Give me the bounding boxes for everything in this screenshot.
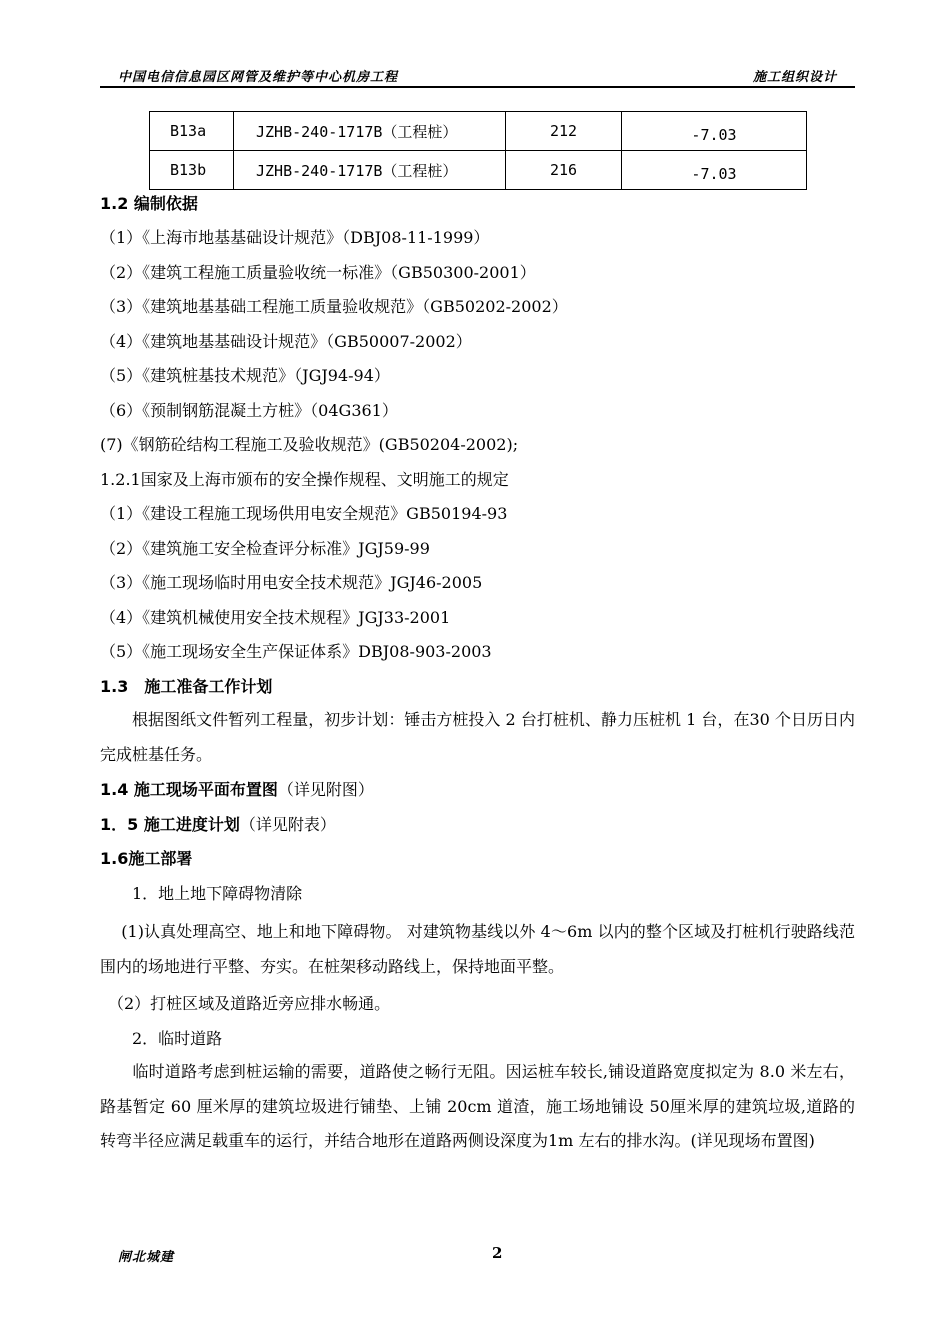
- subsection-heading: 2．临时道路: [100, 1029, 223, 1048]
- table-row: [150, 151, 807, 190]
- footer-company: 闸北城建: [118, 1250, 175, 1265]
- list-item: （2）《建筑工程施工质量验收统一标准》（GB50300-2001）: [100, 263, 536, 282]
- page-number: 2: [492, 1244, 503, 1262]
- list-item: （5）《施工现场安全生产保证体系》DBJ08-903-2003: [100, 642, 492, 661]
- list-item: （3）《建筑地基基础工程施工质量验收规范》（GB50202-2002）: [100, 297, 568, 316]
- list-item: （1）《建设工程施工现场供用电安全规范》GB50194-93: [100, 504, 508, 523]
- pile-table: [149, 111, 807, 190]
- list-item: (7)《钢筋砼结构工程施工及验收规范》(GB50204-2002);: [100, 435, 519, 454]
- section-heading-1-6: 1.6施工部署: [100, 849, 193, 868]
- table-cell: JZHB-240-1717B（工程桩）: [234, 112, 506, 151]
- section-heading-1-3: 1.3 施工准备工作计划: [100, 677, 273, 696]
- paragraph-1-3: 根据图纸文件暂列工程量，初步计划：锤击方桩投入 2 台打桩机、静力压桩机 1 台，在30 个日历日内完成桩基任务。: [100, 710, 855, 764]
- section-heading-1-4-title: 1.4 施工现场平面布置图: [100, 780, 278, 799]
- paragraph: （2）打桩区域及道路近旁应排水畅通。: [100, 994, 391, 1013]
- section-heading-1-5: [100, 815, 336, 835]
- table-cell: -7.03: [622, 112, 807, 151]
- paragraph: 临时道路考虑到桩运输的需要，道路使之畅行无阻。因运桩车较长,铺设道路宽度拟定为 8.0 米左右，路基暂定 60 厘米厚的建筑垃圾进行铺垫、上铺 20cm 道渣，施工场地铺设 50厘米厚的建筑垃圾,道路的转弯半径应满足载重车的运行，并结合地形在道路两侧设深度为1m 左右的排水沟。(详见现场布置图): [100, 1062, 855, 1150]
- list-item: （2）《建筑施工安全检查评分标准》JGJ59-99: [100, 539, 430, 558]
- list-item: （6）《预制钢筋混凝土方桩》（04G361）: [100, 401, 398, 420]
- list-item: （1）《上海市地基基础设计规范》（DBJ08-11-1999）: [100, 228, 490, 247]
- table-cell: B13a: [150, 112, 234, 151]
- list-item: （5）《建筑桩基技术规范》（JGJ94-94）: [100, 366, 390, 385]
- list-item: （3）《施工现场临时用电安全技术规范》JGJ46-2005: [100, 573, 483, 592]
- section-heading-1-2-1: 1.2.1国家及上海市颁布的安全操作规程、文明施工的规定: [100, 470, 509, 489]
- table-cell: 216: [506, 151, 622, 190]
- table-row: [150, 112, 807, 151]
- header-project-title: 中国电信信息园区网管及维护等中心机房工程: [118, 70, 399, 85]
- section-heading-1-4-note: （详见附图）: [277, 780, 374, 799]
- list-item: （4）《建筑地基基础设计规范》（GB50007-2002）: [100, 332, 472, 351]
- section-heading-1-5-title: 1．5 施工进度计划: [100, 815, 240, 834]
- paragraph: (1)认真处理高空、地上和地下障碍物。 对建筑物基线以外 4～6m 以内的整个区域及打桩机行驶路线范围内的场地进行平整、夯实。在桩架移动路线上，保持地面平整。: [100, 922, 855, 976]
- section-heading-1-4: [100, 780, 374, 800]
- table-cell: 212: [506, 112, 622, 151]
- table-cell: -7.03: [622, 151, 807, 190]
- header-doc-type: 施工组织设计: [752, 70, 837, 85]
- subsection-heading: 1．地上地下障碍物清除: [100, 884, 303, 903]
- section-heading-1-2: 1.2 编制依据: [100, 194, 198, 213]
- list-item: （4）《建筑机械使用安全技术规程》JGJ33-2001: [100, 608, 451, 627]
- page-header: [100, 62, 855, 88]
- section-heading-1-5-note: （详见附表）: [239, 815, 336, 834]
- table-cell: JZHB-240-1717B（工程桩）: [234, 151, 506, 190]
- table-cell: B13b: [150, 151, 234, 190]
